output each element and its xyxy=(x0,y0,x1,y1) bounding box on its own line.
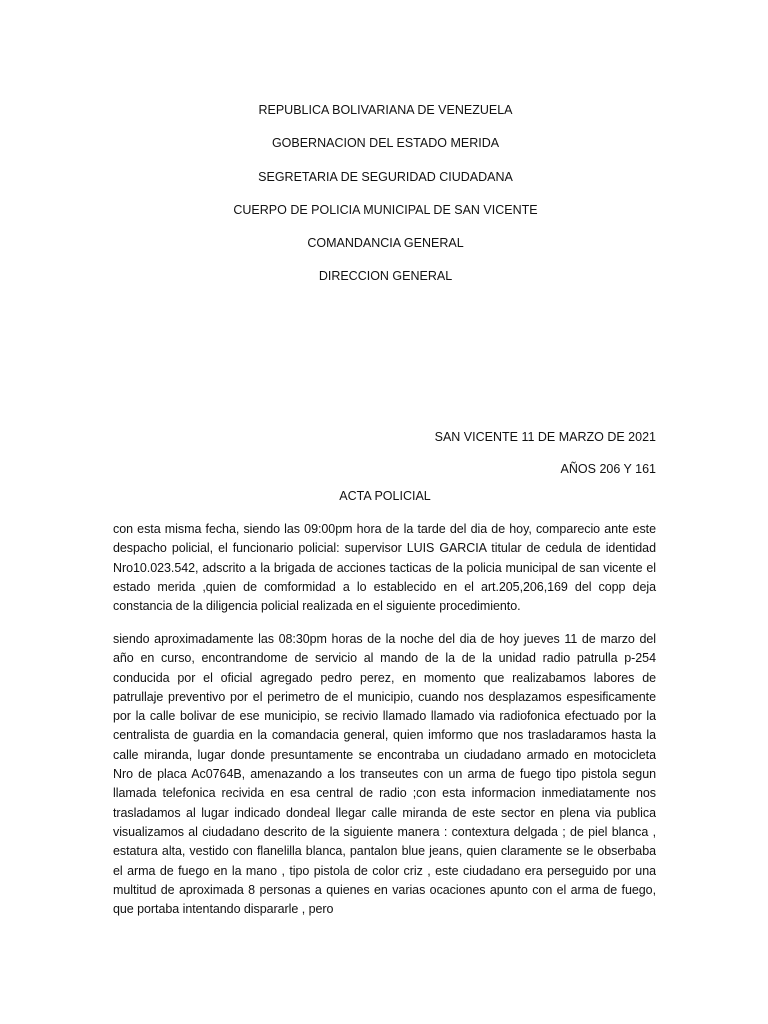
document-title: ACTA POLICIAL xyxy=(339,489,431,503)
body-paragraph-1: con esta misma fecha, siendo las 09:00pm hora de la tarde del dia de hoy, comparecio ante este despacho policial, el funcionario policial: supervisor LUIS GARCIA titular de cedula de identidad Nro10.023.542, adscrito a la brigada de acciones tacticas de la policia municipal de san vicente el estado merida ,quien de comformidad a lo establecido en el art.205,206,169 del copp deja constancia de la diligencia policial realizada en el siguiente procedimiento. xyxy=(113,522,656,614)
header-line-republic: REPUBLICA BOLIVARIANA DE VENEZUELA xyxy=(258,103,513,117)
header-line-gobernacion: GOBERNACION DEL ESTADO MERIDA xyxy=(271,136,500,151)
header-line-cuerpo-policia: CUERPO DE POLICIA MUNICIPAL DE SAN VICENTE xyxy=(233,202,538,217)
date-block xyxy=(435,421,656,485)
header-line-secretaria: SEGRETARIA DE SEGURIDAD CIUDADANA xyxy=(258,169,513,184)
body-paragraph-2: siendo aproximadamente las 08:30pm horas de la noche del dia de hoy jueves 11 de marzo del año en curso, encontrandome de servicio al mando de la de la unidad radio patrulla p-254 conducida por el oficial agregado pedro perez, en momento que realizabamos labores de patrullaje preventivo por el perimetro de el municipio, cuando nos desplazamos espesificamente por la calle bolivar de ese municipio, se recivio llamado llamado via radiofonica efectuado por la centralista de guardia en la comandacia general, quien imformo que nos trasladaramos hasta la calle miranda, lugar donde presuntamente se encontraba un ciudadano armado en motocicleta Nro de placa Ac0764B, amenazando a los transeutes con un arma de fuego tipo pistola segun llamada telefonica recivida en esa central de radio ;con esta informacion inmediatamente nos trasladamos al lugar indicado dondeal llegar calle miranda de este sector en plena via publica visualizamos al ciudadano descrito de la siguiente manera : contextura delgada ; de piel blanca , estatura alta, vestido con flanelilla blanca, pantalon blue jeans, quien claramente se le obserbaba el arma de fuego en la mano , tipo pistola de color criz , este ciudadano era perseguido por una multitud de aproximada 8 personas a quienes en varias ocaciones apunto con el arma de fuego, que portaba intentando dispararle , pero xyxy=(113,632,656,917)
document-header xyxy=(0,94,768,294)
header-line-comandancia: COMANDANCIA GENERAL xyxy=(307,236,464,251)
header-line-direccion: DIRECCION GENERAL xyxy=(318,269,453,284)
place-date: SAN VICENTE 11 DE MARZO DE 2021 xyxy=(434,430,656,444)
years-line: AÑOS 206 Y 161 xyxy=(560,462,656,476)
